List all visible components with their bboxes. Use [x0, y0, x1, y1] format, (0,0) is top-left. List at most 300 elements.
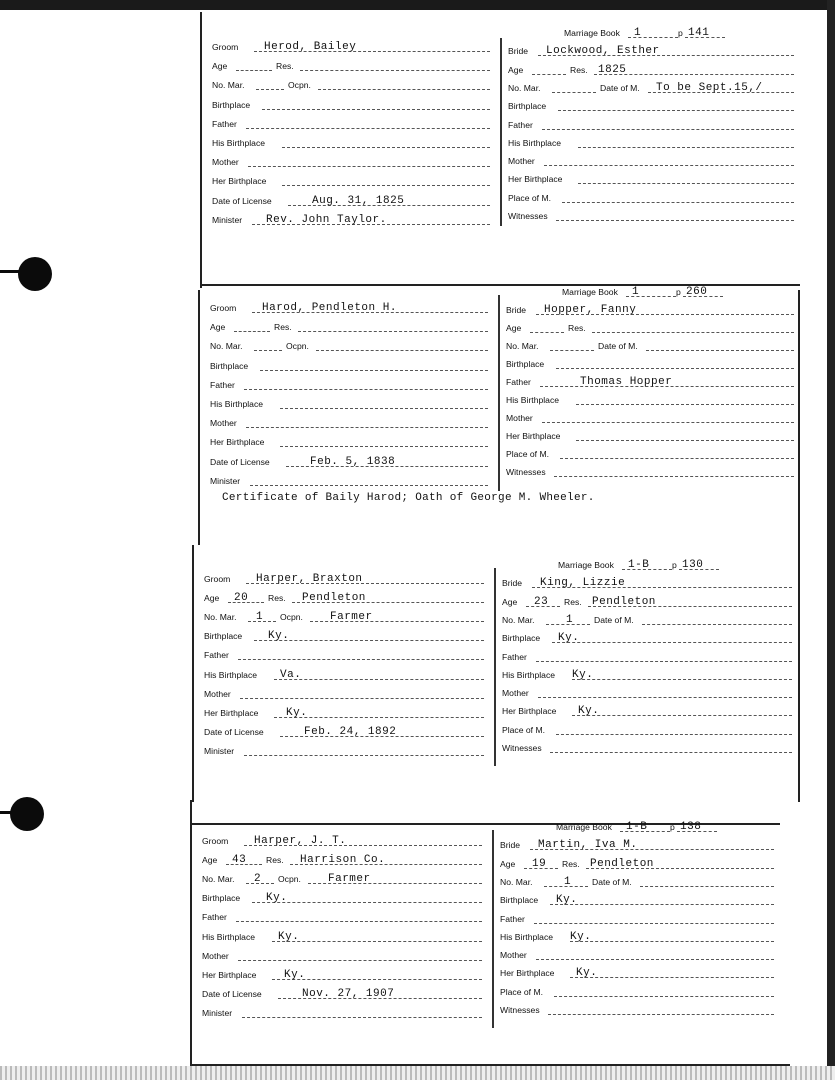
field-rule [562, 202, 794, 203]
marriage-book-label: Marriage Book [558, 560, 614, 570]
place-of-m-label: Place of M. [506, 449, 549, 459]
res-value: Pendleton [592, 595, 656, 608]
age-label: Age [212, 61, 228, 72]
field-line [506, 337, 794, 353]
res-label: Res. [268, 593, 286, 604]
field-line [210, 414, 488, 430]
field-rule [260, 370, 488, 371]
ocpn-label: Ocpn. [288, 80, 311, 91]
field-line [502, 739, 792, 755]
field-rule [316, 350, 488, 351]
field-rule [572, 679, 792, 680]
field-line [204, 627, 484, 643]
age-label: Age [506, 323, 522, 333]
minister-label: Minister [202, 1007, 233, 1018]
no-mar-label: No. Mar. [212, 80, 245, 91]
field-rule [554, 996, 774, 997]
field-line [202, 928, 482, 944]
binder-hole [10, 797, 44, 831]
marriage-record-card [200, 28, 800, 268]
father-label: Father [210, 379, 235, 390]
birthplace-value: Ky. [556, 894, 578, 907]
father-label: Father [508, 119, 533, 130]
field-line [210, 376, 488, 392]
marriage-book-value: 1 [634, 27, 642, 39]
mother-label: Mother [508, 156, 535, 167]
field-line [506, 427, 794, 443]
date-of-m-label: Date of M. [598, 341, 638, 351]
marriage-book-line [500, 818, 774, 834]
field-line [212, 153, 490, 169]
mother-label: Mother [502, 688, 529, 699]
field-rule [578, 147, 794, 148]
field-line [212, 96, 490, 112]
field-line [502, 593, 792, 609]
no-mar-value: 1 [566, 613, 574, 626]
field-line [500, 836, 774, 852]
field-line [506, 463, 794, 479]
field-line [506, 445, 794, 461]
her-birthplace-value: Ky. [576, 967, 598, 980]
bride-value: Martin, Iva M. [538, 839, 638, 852]
field-line [204, 589, 484, 605]
age-label: Age [210, 322, 226, 333]
field-line [500, 1001, 774, 1017]
her-birthplace-label: Her Birthplace [502, 706, 557, 717]
field-line [508, 189, 794, 205]
marriage-book-value: 1 [632, 286, 640, 298]
page-label: p [670, 822, 675, 832]
field-line [202, 947, 482, 963]
field-rule [282, 147, 490, 148]
groom-value: Harper, J. T. [254, 835, 347, 847]
her-birthplace-label: Her Birthplace [508, 174, 563, 185]
bride-value: Hopper, Fanny [544, 304, 637, 316]
field-rule [542, 422, 794, 423]
field-line [202, 851, 482, 867]
father-label: Father [202, 912, 227, 923]
field-rule [236, 70, 272, 71]
field-line [500, 964, 774, 980]
place-of-m-label: Place of M. [502, 724, 545, 735]
field-rule [592, 332, 794, 333]
res-value: Pendleton [302, 592, 366, 605]
date-of-license-label: Date of License [202, 988, 262, 999]
field-line [508, 134, 794, 150]
marriage-record-card [192, 559, 798, 808]
field-rule [530, 332, 564, 333]
field-line [500, 983, 774, 999]
minister-label: Minister [212, 214, 243, 225]
card-border [798, 545, 800, 802]
her-birthplace-label: Her Birthplace [506, 431, 561, 441]
witnesses-label: Witnesses [506, 467, 546, 477]
marriage-record-card [190, 821, 780, 1070]
bride-value: Lockwood, Esther [546, 45, 660, 58]
res-value: 1825 [598, 63, 627, 76]
date-of-m-label: Date of M. [600, 82, 640, 93]
field-line [502, 574, 792, 590]
field-line [502, 611, 792, 627]
birthplace-label: Birthplace [506, 359, 545, 369]
groom-value: Harper, Braxton [256, 573, 363, 585]
field-line [502, 702, 792, 718]
res-label: Res. [568, 323, 586, 333]
birthplace-label: Birthplace [500, 895, 539, 906]
field-rule [578, 183, 794, 184]
field-rule [238, 960, 482, 961]
res-label: Res. [276, 61, 294, 72]
field-line [204, 666, 484, 682]
field-line [202, 985, 482, 1001]
her-birthplace-label: Her Birthplace [212, 176, 267, 187]
field-rule [280, 446, 488, 447]
field-line [500, 946, 774, 962]
field-line [212, 76, 490, 92]
marriage-book-label: Marriage Book [562, 287, 618, 297]
no-mar-label: No. Mar. [508, 82, 541, 93]
age-label: Age [502, 596, 518, 607]
field-rule [262, 109, 490, 110]
no-mar-value: 1 [256, 611, 264, 624]
marriage-book-line [508, 24, 794, 40]
marriage-book-label: Marriage Book [564, 28, 620, 38]
groom-label: Groom [212, 42, 239, 52]
no-mar-value: 1 [564, 875, 572, 888]
field-rule [244, 389, 488, 390]
field-line [210, 357, 488, 373]
his-birthplace-label: His Birthplace [210, 399, 264, 409]
mother-label: Mother [212, 157, 239, 168]
field-rule [240, 698, 484, 699]
his-birthplace-value: Ky. [572, 668, 594, 681]
groom-label: Groom [204, 574, 231, 584]
mother-label: Mother [204, 688, 231, 699]
field-rule [552, 92, 596, 93]
field-line [204, 685, 484, 701]
field-line [202, 889, 482, 905]
bride-label: Bride [500, 840, 521, 851]
page-value: 141 [688, 27, 710, 39]
field-rule [570, 941, 774, 942]
date-of-m-label: Date of M. [594, 614, 634, 625]
field-line [500, 910, 774, 926]
minister-value: Rev. John Taylor. [266, 213, 387, 226]
bride-section [502, 559, 792, 788]
birthplace-label: Birthplace [210, 360, 249, 371]
field-line [502, 721, 792, 737]
groom-section [204, 568, 484, 788]
father-value: Thomas Hopper [580, 376, 673, 388]
field-rule [576, 404, 794, 405]
no-mar-label: No. Mar. [204, 612, 237, 623]
field-line [500, 928, 774, 944]
field-line [500, 891, 774, 907]
field-rule [556, 220, 794, 221]
age-value: 43 [232, 854, 247, 867]
his-birthplace-label: His Birthplace [502, 669, 556, 680]
field-rule [236, 921, 482, 922]
groom-section [202, 830, 482, 1050]
field-line [508, 97, 794, 113]
minister-label: Minister [204, 745, 235, 756]
field-line [506, 301, 794, 317]
her-birthplace-value: Ky. [286, 706, 308, 719]
field-rule [238, 659, 484, 660]
his-birthplace-value: Ky. [570, 930, 592, 943]
scan-top-edge [0, 0, 835, 10]
field-line [202, 870, 482, 886]
field-rule [572, 715, 792, 716]
date-of-license-value: Aug. 31, 1825 [312, 194, 405, 207]
field-line [508, 79, 794, 95]
marriage-book-label: Marriage Book [556, 822, 612, 832]
her-birthplace-label: Her Birthplace [210, 437, 265, 448]
field-rule [248, 166, 490, 167]
marriage-record-card [198, 286, 800, 535]
age-value: 20 [234, 592, 249, 605]
page-value: 130 [682, 559, 704, 571]
field-line [508, 207, 794, 223]
res-label: Res. [570, 64, 588, 75]
res-label: Res. [562, 858, 580, 869]
no-mar-value: 2 [254, 873, 262, 886]
date-of-license-label: Date of License [210, 456, 270, 467]
her-birthplace-label: Her Birthplace [202, 969, 257, 980]
column-divider [498, 295, 500, 491]
res-label: Res. [564, 596, 582, 607]
field-rule [548, 1014, 774, 1015]
his-birthplace-label: His Birthplace [506, 395, 560, 405]
field-rule [642, 624, 792, 625]
bride-section [508, 28, 794, 248]
father-label: Father [212, 118, 237, 129]
ocpn-label: Ocpn. [280, 612, 303, 623]
field-line [202, 966, 482, 982]
birthplace-value: Ky. [558, 632, 580, 645]
field-rule [242, 1017, 482, 1018]
field-line [210, 395, 488, 411]
field-line [210, 318, 488, 334]
field-line [210, 453, 488, 469]
field-rule [556, 368, 794, 369]
field-rule [550, 350, 594, 351]
witnesses-label: Witnesses [500, 1005, 540, 1015]
field-rule [246, 128, 490, 129]
age-value: 23 [534, 595, 549, 608]
field-rule [256, 89, 284, 90]
his-birthplace-label: His Birthplace [500, 931, 554, 942]
her-birthplace-label: Her Birthplace [204, 707, 259, 718]
date-of-m-value: To be Sept.15,/ [656, 81, 763, 94]
page-value: 260 [686, 286, 708, 298]
marriage-book-line [506, 283, 794, 299]
his-birthplace-label: His Birthplace [508, 137, 562, 148]
field-line [508, 61, 794, 77]
field-line [204, 570, 484, 586]
field-line [506, 319, 794, 335]
field-line [210, 337, 488, 353]
mother-label: Mother [210, 418, 237, 429]
res-label: Res. [266, 855, 284, 866]
column-divider [494, 568, 496, 766]
her-birthplace-value: Ky. [578, 705, 600, 718]
date-of-license-value: Feb. 24, 1892 [304, 725, 397, 738]
binder-hole [18, 257, 52, 291]
birthplace-value: Ky. [268, 630, 290, 643]
field-line [204, 723, 484, 739]
his-birthplace-label: His Birthplace [202, 931, 256, 942]
witnesses-label: Witnesses [502, 743, 542, 753]
mother-label: Mother [506, 413, 533, 423]
ocpn-value: Farmer [328, 873, 371, 886]
father-label: Father [506, 377, 531, 387]
field-line [210, 472, 488, 488]
groom-section [210, 295, 488, 515]
witnesses-label: Witnesses [508, 211, 548, 221]
field-line [502, 666, 792, 682]
field-rule [250, 485, 488, 486]
field-rule [318, 89, 490, 90]
field-line [500, 873, 774, 889]
marriage-book-value: 1-B [628, 559, 650, 571]
field-line [212, 134, 490, 150]
no-mar-label: No. Mar. [502, 614, 535, 625]
field-rule [272, 941, 482, 942]
field-line [204, 742, 484, 758]
field-line [508, 116, 794, 132]
groom-value: Herod, Bailey [264, 41, 357, 53]
field-line [212, 192, 490, 208]
field-line [212, 115, 490, 131]
no-mar-label: No. Mar. [500, 876, 533, 887]
field-rule [558, 110, 794, 111]
field-line [502, 629, 792, 645]
date-of-license-value: Feb. 5, 1838 [310, 455, 396, 468]
field-rule [534, 923, 774, 924]
field-rule [282, 185, 490, 186]
field-line [506, 409, 794, 425]
bride-label: Bride [508, 46, 529, 57]
field-rule [550, 752, 792, 753]
no-mar-label: No. Mar. [506, 341, 539, 351]
field-line [212, 172, 490, 188]
birthplace-label: Birthplace [508, 101, 547, 112]
page-label: p [672, 560, 677, 570]
field-line [210, 433, 488, 449]
record-note: Certificate of Baily Harod; Oath of George M. Wheeler. [222, 492, 595, 504]
birthplace-label: Birthplace [202, 893, 241, 904]
res-label: Res. [274, 322, 292, 333]
scan-right-edge [827, 0, 835, 1080]
field-line [212, 211, 490, 227]
date-of-license-value: Nov. 27, 1907 [302, 987, 395, 1000]
field-rule [640, 886, 774, 887]
field-rule [538, 697, 792, 698]
birthplace-label: Birthplace [212, 99, 251, 110]
field-line [506, 373, 794, 389]
ocpn-value: Farmer [330, 611, 373, 624]
his-birthplace-value: Ky. [278, 930, 300, 943]
place-of-m-label: Place of M. [508, 192, 551, 203]
date-of-license-label: Date of License [212, 195, 272, 206]
date-of-license-label: Date of License [204, 726, 264, 737]
field-line [506, 391, 794, 407]
marriage-book-line [502, 556, 792, 572]
age-label: Age [500, 858, 516, 869]
field-rule [576, 440, 794, 441]
field-rule [246, 427, 488, 428]
page-label: p [678, 28, 683, 38]
marriage-book-value: 1-B [626, 821, 648, 833]
field-rule [244, 755, 484, 756]
field-rule [556, 734, 792, 735]
field-line [508, 170, 794, 186]
bride-section [506, 286, 794, 515]
place-of-m-label: Place of M. [500, 986, 543, 997]
field-rule [234, 331, 270, 332]
field-line [204, 646, 484, 662]
field-rule [300, 70, 490, 71]
field-line [212, 38, 490, 54]
his-birthplace-label: His Birthplace [204, 669, 258, 680]
field-rule [544, 165, 794, 166]
res-value: Pendleton [590, 857, 654, 870]
field-rule [542, 129, 794, 130]
field-rule [554, 476, 794, 477]
groom-section [212, 28, 490, 248]
her-birthplace-value: Ky. [284, 968, 306, 981]
field-line [202, 1004, 482, 1020]
field-line [508, 152, 794, 168]
field-rule [254, 350, 282, 351]
column-divider [500, 38, 502, 226]
field-rule [646, 350, 794, 351]
field-rule [560, 458, 794, 459]
field-rule [536, 959, 774, 960]
no-mar-label: No. Mar. [210, 341, 243, 352]
field-rule [550, 904, 774, 905]
his-birthplace-label: His Birthplace [212, 138, 266, 148]
his-birthplace-value: Va. [280, 668, 302, 681]
bride-value: King, Lizzie [540, 577, 626, 590]
birthplace-value: Ky. [266, 892, 288, 905]
field-line [506, 355, 794, 371]
field-rule [570, 977, 774, 978]
field-line [204, 608, 484, 624]
field-line [202, 832, 482, 848]
field-line [502, 648, 792, 664]
field-line [212, 57, 490, 73]
field-rule [298, 331, 488, 332]
column-divider [492, 830, 494, 1028]
age-label: Age [202, 855, 218, 866]
no-mar-label: No. Mar. [202, 874, 235, 885]
groom-label: Groom [210, 303, 237, 313]
field-rule [552, 642, 792, 643]
father-label: Father [502, 651, 527, 662]
birthplace-label: Birthplace [502, 633, 541, 644]
age-label: Age [204, 593, 220, 604]
page-value: 138 [680, 821, 702, 833]
bride-label: Bride [502, 578, 523, 589]
groom-label: Groom [202, 836, 229, 846]
res-value: Harrison Co. [300, 854, 386, 867]
groom-value: Harod, Pendleton H. [262, 302, 397, 314]
age-label: Age [508, 64, 524, 75]
her-birthplace-label: Her Birthplace [500, 968, 555, 979]
mother-label: Mother [202, 950, 229, 961]
